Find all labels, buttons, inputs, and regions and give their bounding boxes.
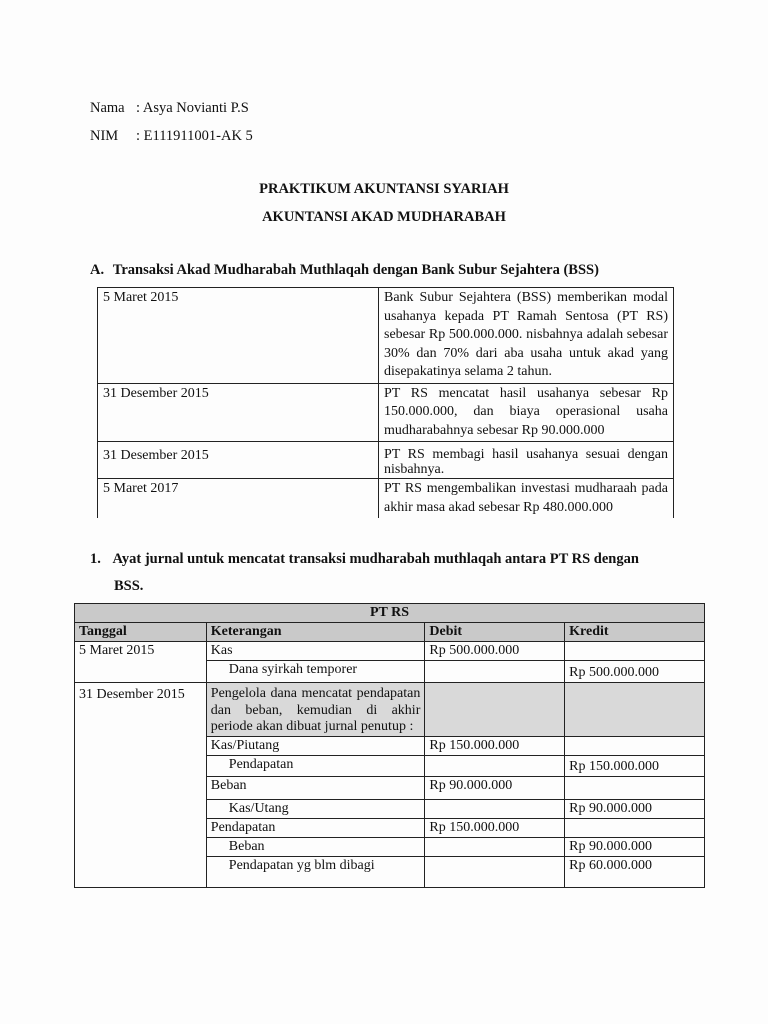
journal-description: Kas/Piutang <box>206 736 425 755</box>
page-title: PRAKTIKUM AKUNTANSI SYARIAH <box>259 181 509 197</box>
section-a-title: Transaksi Akad Mudharabah Muthlaqah dengan Bank Subur Sejahtera (BSS) <box>112 262 599 278</box>
journal-credit <box>565 736 705 755</box>
transaction-date: 5 Maret 2017 <box>98 479 379 519</box>
journal-credit <box>565 776 705 799</box>
journal-description: Pendapatan <box>206 818 425 837</box>
table-row <box>75 683 705 737</box>
journal-date: 5 Maret 2015 <box>75 642 207 683</box>
journal-description: Pengelola dana mencatat pendapatan dan beban, kemudian di akhir periode akan dibuat jurnal penutup : <box>206 683 425 737</box>
journal-debit: Rp 90.000.000 <box>425 776 565 799</box>
transaction-table <box>97 287 674 518</box>
journal-credit: Rp 500.000.000 <box>565 661 705 683</box>
journal-debit <box>425 683 565 737</box>
section-a-marker: A. <box>90 262 105 278</box>
journal-description: Pendapatan yg blm dibagi <box>206 856 425 887</box>
journal-debit: Rp 500.000.000 <box>425 642 565 661</box>
name-label: Nama <box>90 100 125 116</box>
journal-table <box>74 603 705 888</box>
column-header-debit: Debit <box>425 623 565 642</box>
page-subtitle: AKUNTANSI AKAD MUDHARABAH <box>262 209 506 225</box>
column-header-credit: Kredit <box>565 623 705 642</box>
table-row <box>98 383 674 442</box>
journal-credit <box>565 818 705 837</box>
journal-title-row <box>75 604 705 623</box>
transaction-description: PT RS membagi hasil usahanya sesuai dengan nisbahnya. <box>379 442 674 479</box>
journal-title: PT RS <box>75 604 705 623</box>
question-number: 1. <box>90 551 101 567</box>
section-a-heading <box>90 262 599 279</box>
journal-debit <box>425 799 565 818</box>
journal-description: Kas/Utang <box>206 799 425 818</box>
journal-debit <box>425 856 565 887</box>
journal-description: Beban <box>206 837 425 856</box>
transaction-date: 31 Desember 2015 <box>98 442 379 479</box>
nim-label: NIM <box>90 128 119 144</box>
student-nim-row <box>90 128 253 145</box>
transaction-description: Bank Subur Sejahtera (BSS) memberikan modal usahanya kepada PT Ramah Sentosa (PT RS) sebesar Rp 500.000.000. nisbahnya adalah sebesar 30% dan 70% dari aba usaha untuk akad yang disepakatinya selama 2 tahun. <box>379 288 674 384</box>
journal-debit <box>425 755 565 776</box>
transaction-date: 31 Desember 2015 <box>98 383 379 442</box>
journal-description: Kas <box>206 642 425 661</box>
student-name-row <box>90 100 249 117</box>
journal-description: Dana syirkah temporer <box>206 661 425 683</box>
journal-debit: Rp 150.000.000 <box>425 818 565 837</box>
journal-credit: Rp 90.000.000 <box>565 799 705 818</box>
journal-date: 31 Desember 2015 <box>75 683 207 888</box>
table-row <box>98 288 674 384</box>
question-text-line2: BSS. <box>114 578 144 594</box>
journal-credit <box>565 683 705 737</box>
column-header-date: Tanggal <box>75 623 207 642</box>
table-row <box>98 479 674 519</box>
journal-credit: Rp 60.000.000 <box>565 856 705 887</box>
question-text-line1: Ayat jurnal untuk mencatat transaksi mudharabah muthlaqah antara PT RS dengan <box>112 551 639 567</box>
journal-debit <box>425 661 565 683</box>
journal-header-row <box>75 623 705 642</box>
journal-debit <box>425 837 565 856</box>
journal-description: Beban <box>206 776 425 799</box>
journal-description: Pendapatan <box>206 755 425 776</box>
journal-debit: Rp 150.000.000 <box>425 736 565 755</box>
transaction-description: PT RS mengembalikan investasi mudharaah pada akhir masa akad sebesar Rp 480.000.000 <box>379 479 674 519</box>
table-row <box>98 442 674 479</box>
table-row <box>75 642 705 661</box>
transaction-description: PT RS mencatat hasil usahanya sebesar Rp 150.000.000, dan biaya operasional usaha mudharabahnya sebesar Rp 90.000.000 <box>379 383 674 442</box>
column-header-description: Keterangan <box>206 623 425 642</box>
transaction-date: 5 Maret 2015 <box>98 288 379 384</box>
journal-credit <box>565 642 705 661</box>
journal-credit: Rp 90.000.000 <box>565 837 705 856</box>
journal-credit: Rp 150.000.000 <box>565 755 705 776</box>
nim-value: : E111911001-AK 5 <box>136 128 253 144</box>
question-1 <box>90 551 639 568</box>
name-value: : Asya Novianti P.S <box>136 100 249 116</box>
